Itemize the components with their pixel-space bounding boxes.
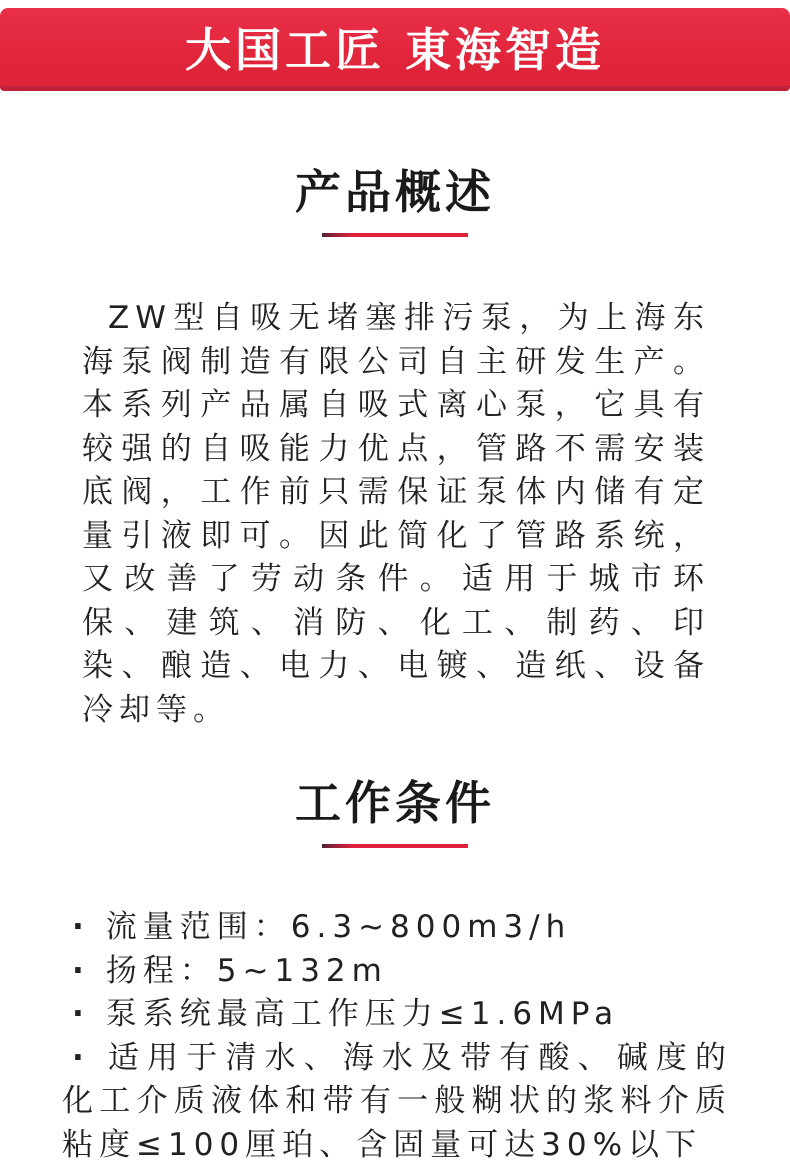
- conditions-section-title: 工作条件: [0, 776, 790, 831]
- condition-item-text: 扬程：5~132m: [106, 953, 388, 989]
- overview-paragraph: ZW型自吸无堵塞排污泵，为上海东海泵阀制造有限公司自主研发生产。本系列产品属自吸式离心泵，它具有较强的自吸能力优点，管路不需安装底阀，工作前只需保证泵体内储有定量引液即可。因此简化了管路系统，又改善了劳动条件。适用于城市环保、建筑、消防、化工、制药、印染、酿造、电力、电镀、造纸、设备冷却等。: [82, 297, 710, 732]
- conditions-title-underline: [322, 844, 468, 848]
- overview-section-title: 产品概述: [0, 165, 790, 220]
- bullet-dot-icon: ·: [72, 953, 90, 989]
- condition-list-item: [62, 906, 732, 950]
- section-conditions: [0, 776, 790, 1167]
- condition-list-item: [62, 950, 732, 994]
- conditions-list: [62, 906, 732, 1167]
- condition-list-item: [62, 993, 732, 1037]
- brand-banner-title: 大国工匠 東海智造: [185, 14, 605, 80]
- bullet-dot-icon: ·: [72, 996, 90, 1032]
- condition-list-item: [62, 1037, 732, 1167]
- condition-item-text: 泵系统最高工作压力≤1.6MPa: [106, 996, 619, 1032]
- section-overview: [0, 165, 790, 732]
- product-page: [0, 8, 790, 1147]
- brand-banner: [0, 8, 790, 91]
- condition-item-text: 适用于清水、海水及带有酸、碱度的化工介质液体和带有一般糊状的浆料介质粘度≤100厘珀、含固量可达30%以下: [62, 1040, 732, 1163]
- condition-item-text: 流量范围：6.3~800m3/h: [106, 909, 571, 945]
- overview-title-underline: [322, 233, 468, 237]
- bullet-dot-icon: ·: [72, 909, 90, 945]
- bullet-dot-icon: ·: [72, 1040, 90, 1076]
